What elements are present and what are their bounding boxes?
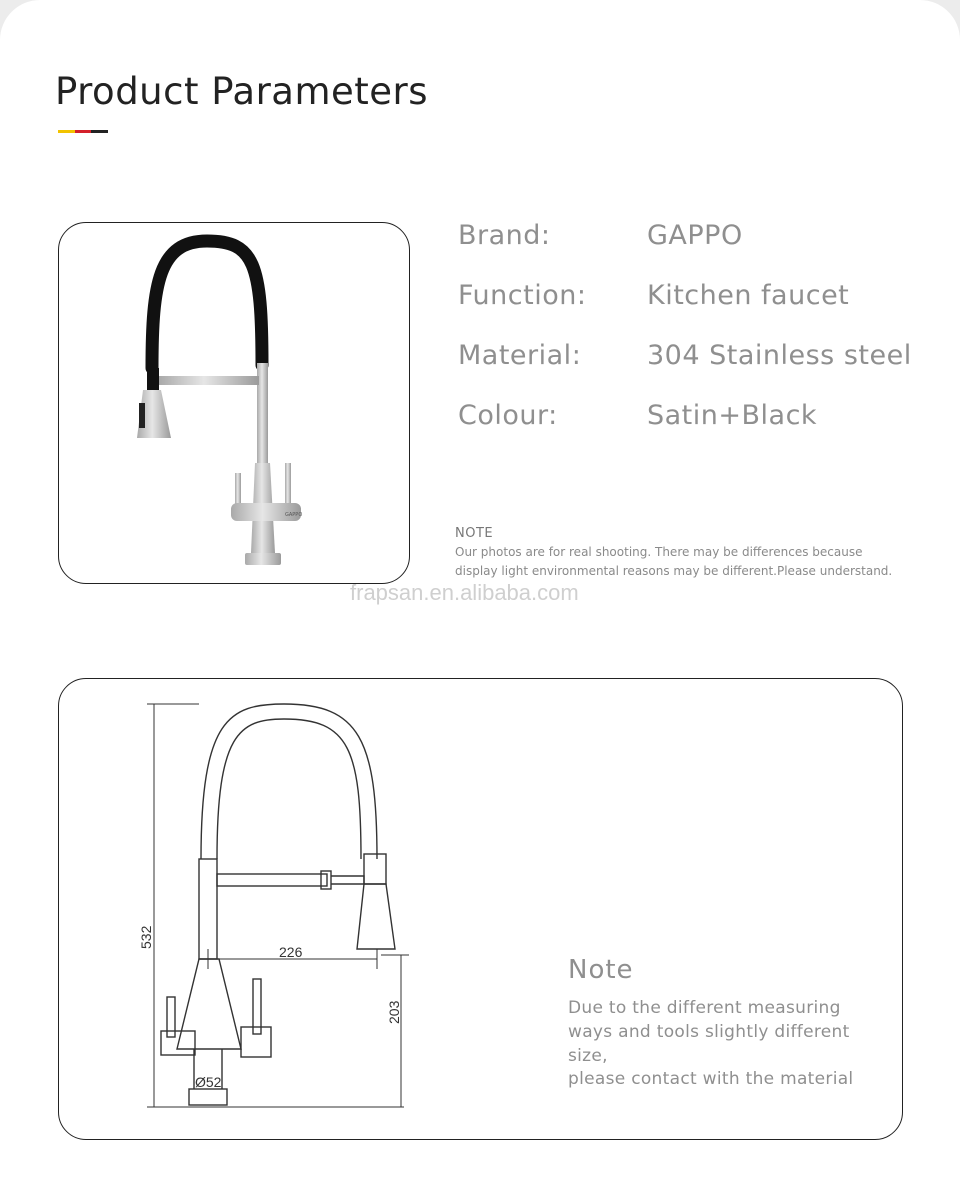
black-hose: [152, 241, 262, 368]
accent-red: [75, 130, 92, 133]
product-photo-frame: [58, 222, 410, 584]
faucet-photo: [59, 223, 409, 583]
photo-brand-mark: GAPPO: [285, 512, 303, 518]
spray-head-body: [357, 884, 395, 949]
photo-note-title: NOTE: [455, 526, 494, 541]
measure-note-line-3: size,: [568, 1046, 608, 1066]
dim-label-height: 532: [138, 925, 154, 949]
accent-yellow: [58, 130, 75, 133]
body-outline: [177, 959, 241, 1049]
faucet-arm: [159, 376, 259, 385]
faucet-base: [245, 553, 281, 565]
param-label-colour: Colour:: [458, 400, 558, 431]
photo-note-line-1: Our photos are for real shooting. There may be differences because: [455, 545, 863, 559]
param-value-function: Kitchen faucet: [647, 280, 850, 311]
handle-right-outline: [253, 979, 261, 1034]
measure-note-line-1: Due to the different measuring: [568, 998, 841, 1018]
page-title: Product Parameters: [55, 70, 429, 113]
spray-collar: [147, 368, 159, 390]
dim-label-spout-height: 203: [386, 1000, 402, 1024]
base-outline: [189, 1089, 227, 1105]
photo-note-line-2: display light environmental reasons may be different.Please understand.: [455, 564, 893, 578]
param-label-function: Function:: [458, 280, 587, 311]
param-value-material: 304 Stainless steel: [647, 340, 912, 371]
param-label-brand: Brand:: [458, 220, 551, 251]
hose-outline-inner: [217, 719, 361, 859]
measure-note-line-2: ways and tools slightly different: [568, 1022, 850, 1042]
param-label-material: Material:: [458, 340, 582, 371]
accent-black: [91, 130, 108, 133]
dim-label-base: Ø52: [195, 1074, 222, 1090]
arm-extension: [331, 876, 364, 884]
title-accent-bar: [58, 130, 108, 133]
param-value-brand: GAPPO: [647, 220, 743, 251]
spray-head-top: [364, 854, 386, 884]
dim-label-reach: 226: [279, 944, 303, 960]
valve-right-outline: [241, 1027, 271, 1057]
hose-outline-outer: [201, 704, 377, 859]
watermark: frapsan.en.alibaba.com: [350, 580, 579, 605]
column-outline: [199, 859, 217, 959]
measure-note-title: Note: [568, 955, 634, 985]
param-value-colour: Satin+Black: [647, 400, 818, 431]
arm-outline: [217, 874, 327, 886]
spray-button: [139, 403, 145, 428]
measure-note-line-4: please contact with the material: [568, 1069, 854, 1089]
